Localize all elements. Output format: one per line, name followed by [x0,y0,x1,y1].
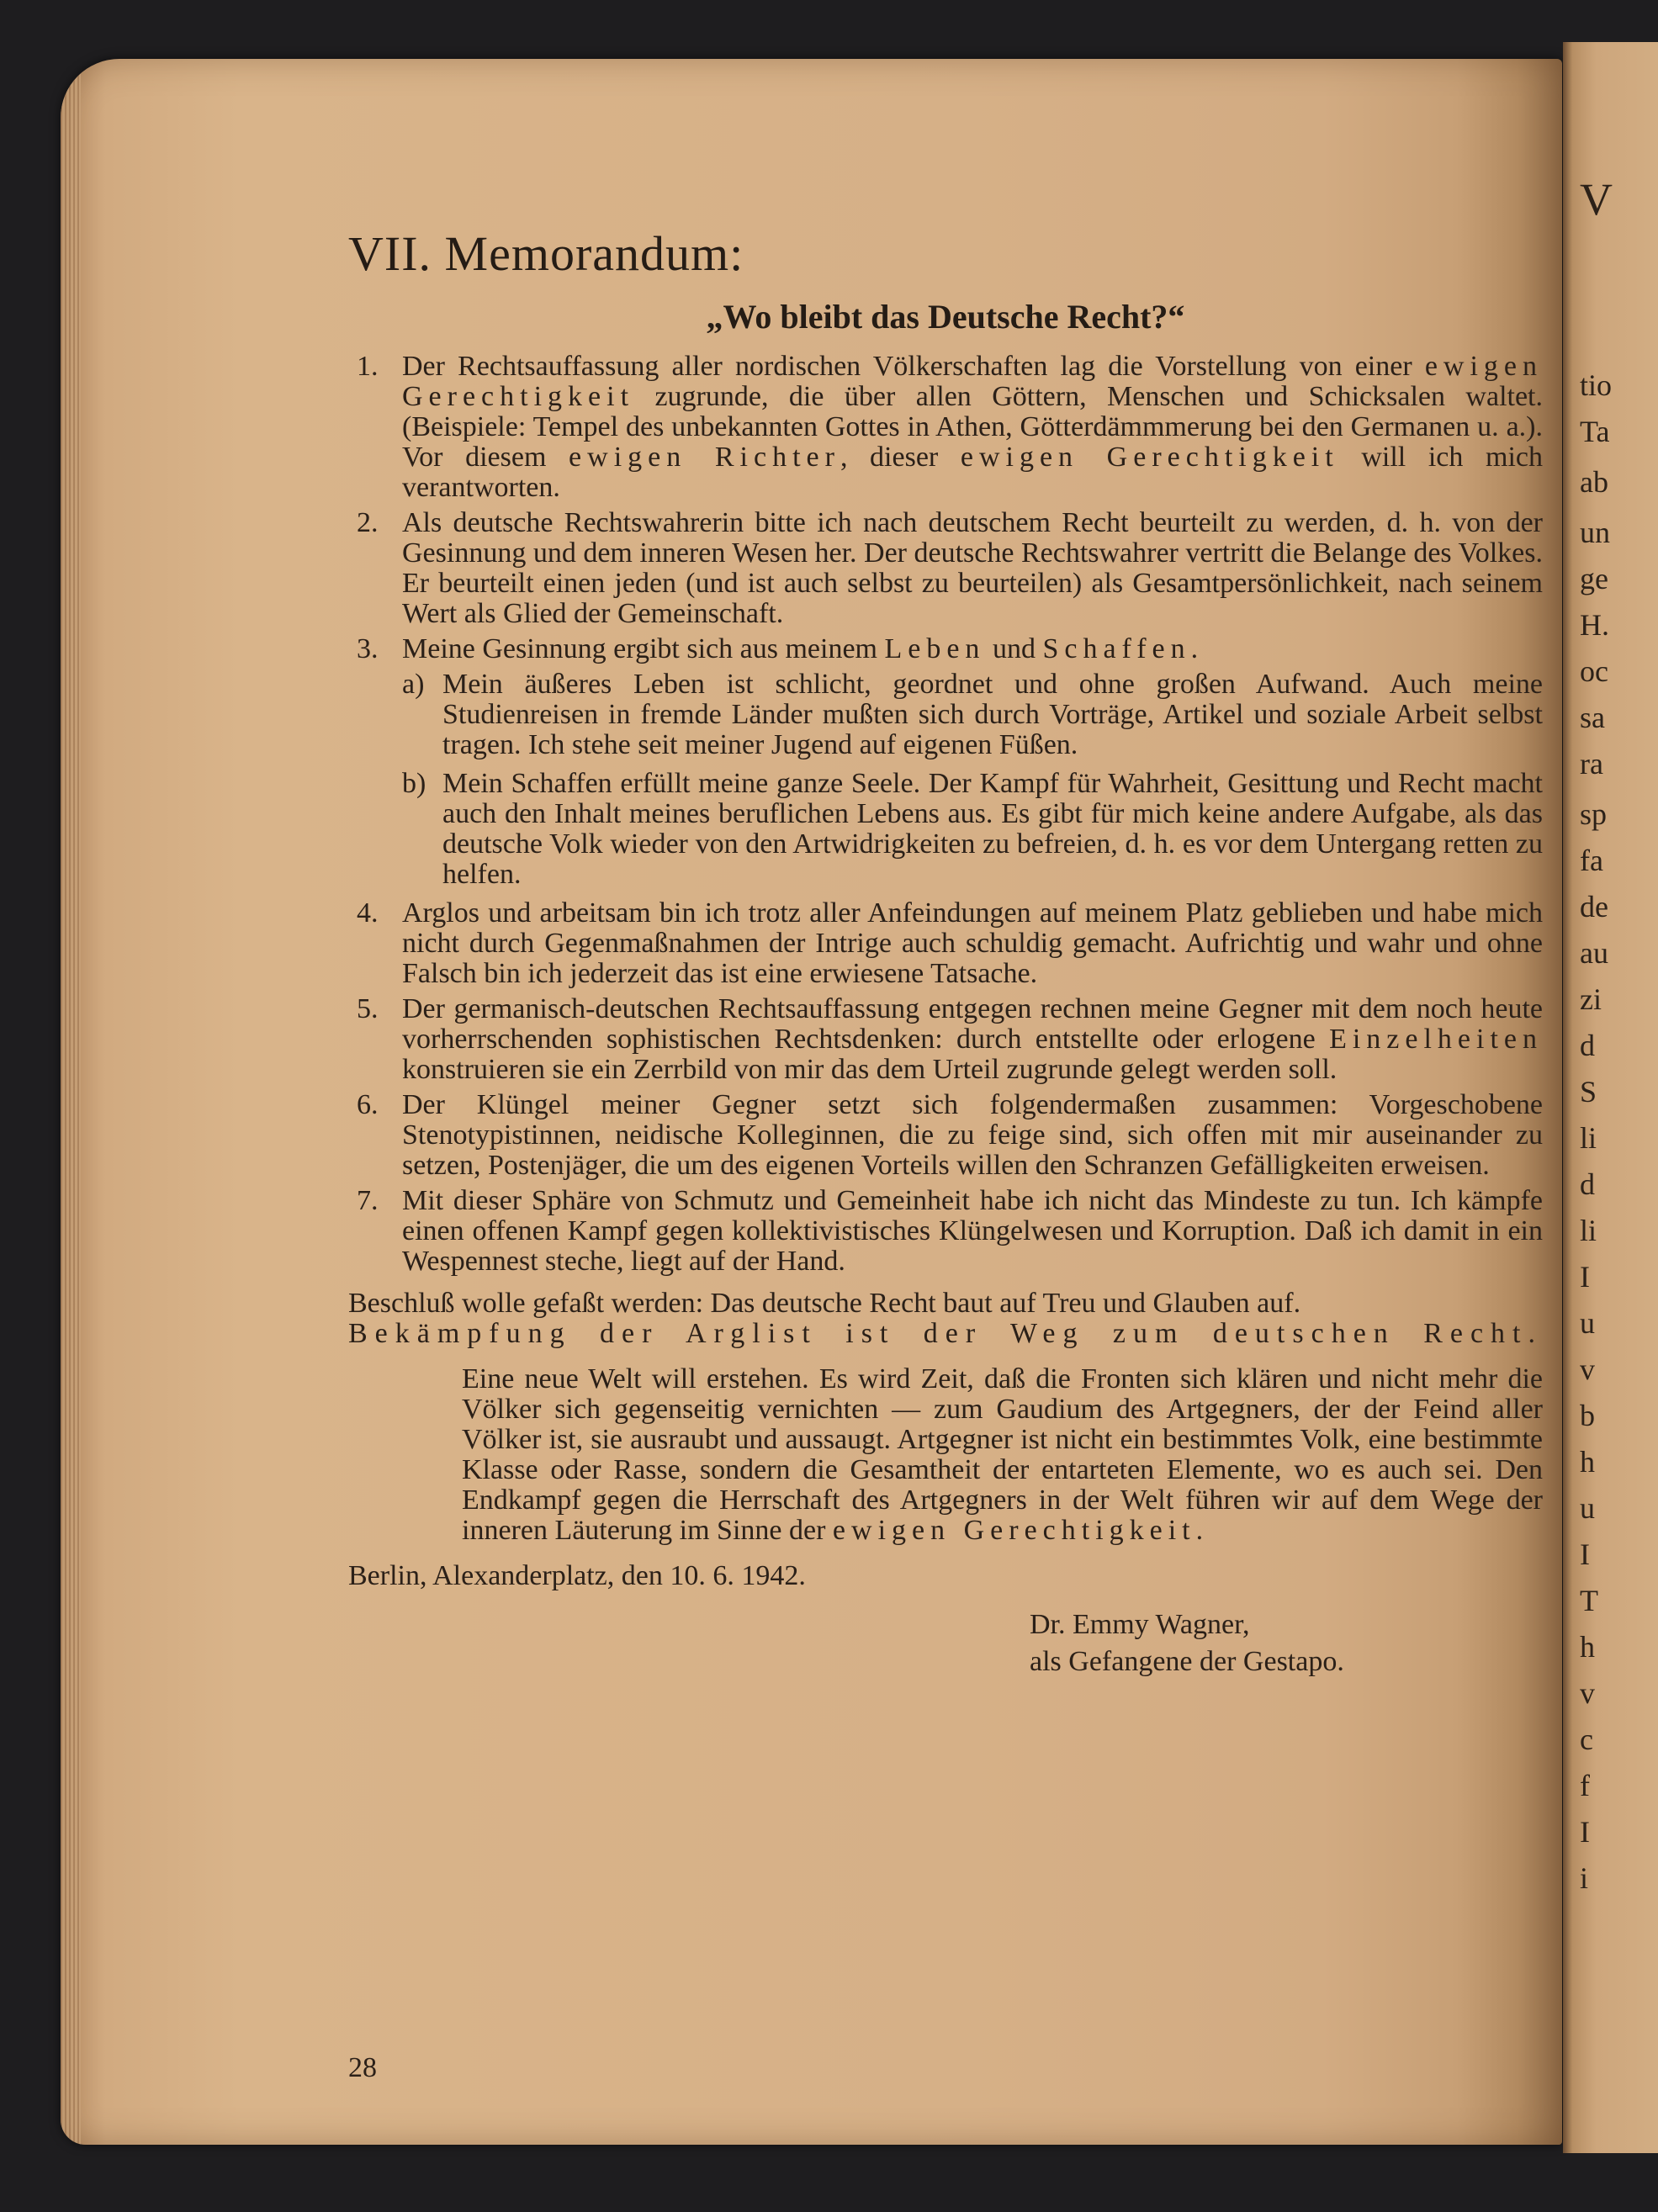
facing-page-fragment: v [1580,1352,1595,1386]
sub-item-label: b) [402,768,426,799]
facing-page-fragment: c [1580,1723,1593,1756]
item-number: 1. [357,351,379,382]
chapter-heading: VII. Memorandum: [348,226,744,281]
list-item [348,1186,1543,1277]
spaced-emphasis: Einzelheiten [1329,1024,1543,1055]
facing-page-fragment: V [1580,174,1613,225]
facing-page-fragment: d [1580,1167,1595,1201]
facing-page-fragment: un [1580,516,1610,549]
page-number: 28 [348,2052,377,2083]
item-number: 4. [357,897,379,929]
list-item [348,1090,1543,1181]
facing-page-fragment: u [1580,1491,1595,1525]
facing-page-fragment: T [1580,1584,1598,1617]
item-text: Als deutsche Rechtswahrerin bitte ich nach deutschem Recht beurteilt zu werden, d. h. von der Gesinnung und dem inneren Wesen her. Der deutsche Rechtswahrer vertritt die Belange des Volkes. Er beurteilt einen jeden (und ist auch selbst zu beurteilen) als Gesamtpersönlichkeit, nach seinem Wert als Glied der Gemeinschaft. [402,507,1543,629]
sub-item-text: Mein äußeres Leben ist schlicht, geordnet und ohne großen Aufwand. Auch meine Studienreisen in fremde Länder mußten sich durch Vorträge, Artikel und soziale Arbeit selbst tragen. Ich stehe seit meiner Jugend auf eigenen Füßen. [442,669,1543,760]
facing-page-fragment: sa [1580,701,1605,734]
list-item [348,898,1543,989]
facing-page-fragment: H. [1580,608,1609,642]
memorandum-list [348,352,1543,1277]
facing-page-fragment: ab [1580,465,1608,499]
list-item: 5. Der germanisch-deutschen Rechtsauffassung entgegen rechnen meine Gegner mit dem noch heute vorherrschenden sophistischen Rechtsdenken: durch entstellte oder erlogene Einzelheiten konstruieren sie ein Zerrbild von mir das dem Urteil zugrunde gelegt werden soll. [357,993,1543,1085]
facing-page-fragment: i [1580,1861,1589,1895]
sub-item-text: Mein Schaffen erfüllt meine ganze Seele. Der Kampf für Wahrheit, Gesittung und Recht macht auch den Inhalt meines beruflichen Lebens aus. Es gibt für mich keine andere Aufgabe, als das deutsche Volk wieder von den Artwidrigkeiten zu befreien, d. h. es vor dem Untergang retten zu helfen. [442,768,1543,890]
facing-page-fragment: au [1580,936,1608,970]
facing-page-fragment: v [1580,1676,1595,1710]
memorandum-title: „Wo bleibt das Deutsche Recht?“ [706,298,1185,336]
sub-item [348,669,1543,760]
list-item: 3. Meine Gesinnung ergibt sich aus meinem Leben und Schaffen. [357,633,1199,664]
book-page [61,59,1562,2145]
spaced-emphasis: Schaffen [1042,633,1191,664]
facing-page-edge [1563,42,1658,2153]
facing-page-fragment: de [1580,890,1608,923]
facing-page-fragment: I [1580,1815,1590,1849]
facing-page-fragment: ra [1580,747,1603,781]
spaced-emphasis: Leben [884,633,986,664]
facing-page-fragment: h [1580,1630,1595,1664]
list-item [348,508,1543,629]
spaced-emphasis: ewigen Richter [569,442,840,473]
facing-page-fragment: h [1580,1445,1595,1479]
list-item: 1. Der Rechtsauffassung aller nordischen Völkerschaften lag die Vorstellung von einer ewigen Gerechtigkeit zugrunde, die über allen Göttern, Menschen und Schicksalen waltet. (Beispiele: Tempel des unbekannten Gottes in Athen, Götterdämmmerung bei den Germanen u. a.). Vor diesem ewigen Richter, dieser ewigen Gerechtigkeit will ich mich verantworten. [357,351,1543,503]
place-date: Berlin, Alexanderplatz, den 10. 6. 1942. [348,1560,806,1591]
item-number: 3. [357,633,379,664]
facing-page-fragment: Ta [1580,415,1610,448]
sub-item [348,769,1543,890]
item-text: Der Klüngel meiner Gegner setzt sich folgendermaßen zusammen: Vorgeschobene Stenotypistinnen, neidische Kolleginnen, die zu feige sind, sich offen mit mir auseinander zu setzen, Postenjäger, die um des eigenen Vorteils willen den Schranzen Gefälligkeiten erweisen. [402,1089,1543,1181]
closing-paragraph: Eine neue Welt will erstehen. Es wird Zeit, daß die Fronten sich klären und nicht mehr die Völker sich gegenseitig vernichten — zum Gaudium des Artgegners, der der Feind aller Völker ist, sie ausraubt und aussaugt. Artgegner ist nicht ein bestimmtes Volk, eine bestimmte Klasse oder Rasse, sondern die Gesamtheit der entarteten Elemente, wo es auch sei. Den Endkampf gegen die Herrschaft des Artgegners in der Welt führen wir auf dem Wege der inneren Läuterung im Sinne der ewigen Gerechtigkeit. [462,1363,1543,1546]
facing-page-fragment: d [1580,1029,1595,1062]
spaced-emphasis: ewigen Gerechtigkeit [402,351,1543,412]
sub-item-label: a) [402,669,425,700]
facing-page-fragment: li [1580,1214,1597,1247]
facing-page-fragment: ge [1580,562,1608,595]
facing-page-fragment: S [1580,1075,1597,1109]
item-number: 2. [357,507,379,538]
signature-name: Dr. Emmy Wagner, [1030,1609,1250,1640]
page-content [348,227,1543,1680]
signature-block [1030,1606,1543,1680]
spaced-emphasis: ewigen Gerechtigkeit [960,442,1339,473]
resolution-line: Beschluß wolle gefaßt werden: Das deutsche Recht baut auf Treu und Glauben auf. [348,1288,1301,1319]
facing-page-fragment: li [1580,1121,1597,1155]
facing-page-fragment: I [1580,1260,1590,1294]
facing-page-fragment: I [1580,1537,1590,1571]
facing-page-fragment: f [1580,1769,1590,1802]
facing-page-fragment: zi [1580,982,1602,1016]
facing-page-fragment: fa [1580,844,1603,877]
facing-page-fragment: tio [1580,368,1613,402]
item-text: Mit dieser Sphäre von Schmutz und Gemeinheit habe ich nicht das Mindeste zu tun. Ich kämpfe einen offenen Kampf gegen kollektivistisches Klüngelwesen und Korruption. Daß ich damit in ein Wespennest steche, liegt auf der Hand. [402,1185,1543,1277]
facing-page-fragment: sp [1580,797,1608,831]
spaced-emphasis: ewigen Gerechtigkeit [832,1515,1196,1546]
facing-page-fragment: b [1580,1399,1595,1432]
facing-page-fragment: u [1580,1306,1595,1340]
facing-page-fragment: oc [1580,654,1608,688]
item-number: 7. [357,1185,379,1216]
slogan-line: Bekämpfung der Arglist ist der Weg zum deutschen Recht. [348,1318,1543,1349]
item-text: Arglos und arbeitsam bin ich trotz aller Anfeindungen auf meinem Platz geblieben und habe mich nicht durch Gegenmaßnahmen der Intrige auch schuldig gemacht. Aufrichtig und wahr und ohne Falsch bin ich jederzeit das ist eine erwiesene Tatsache. [402,897,1543,989]
signature-role: als Gefangene der Gestapo. [1030,1646,1344,1677]
item-number: 5. [357,993,379,1024]
item-number: 6. [357,1089,379,1120]
